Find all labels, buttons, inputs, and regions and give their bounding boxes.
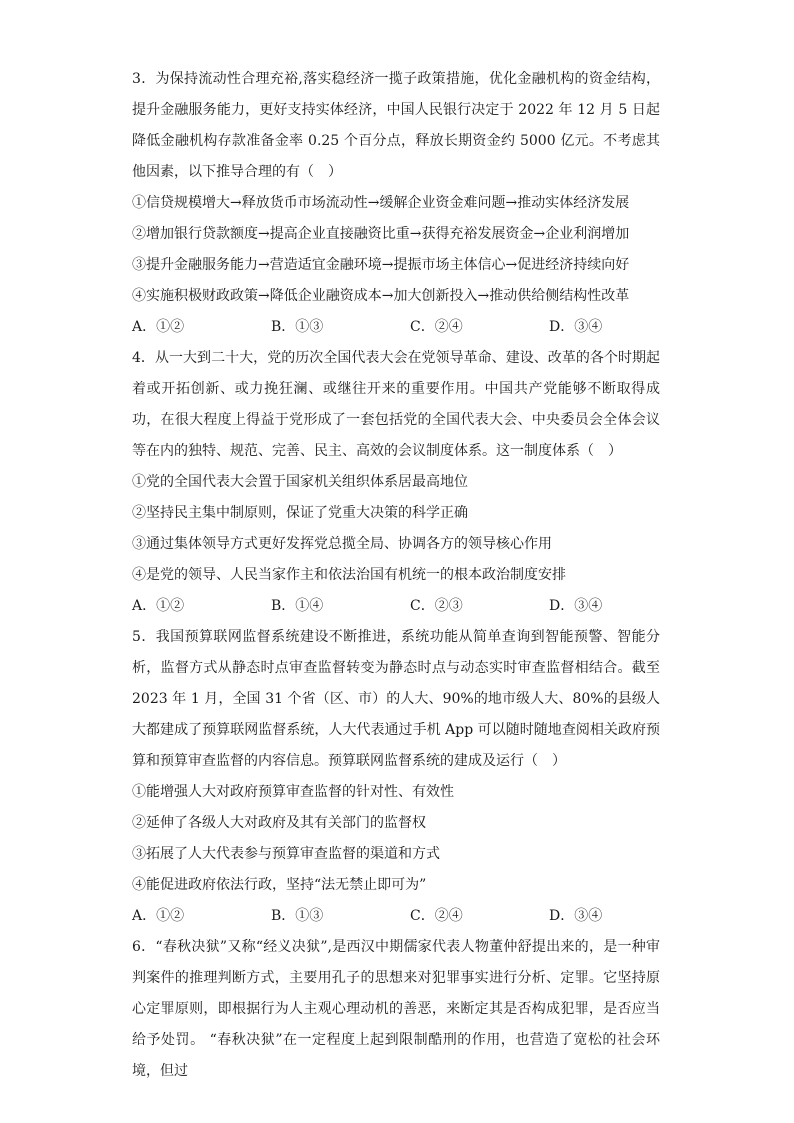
question-4-option-4: ④是党的领导、人民当家作主和依法治国有机统一的根本政治制度安排 — [132, 567, 566, 583]
question-3-choice-c: C．②④ — [410, 319, 463, 335]
question-3-option-1: ①信贷规模增大→释放货币市场流动性→缓解企业资金难问题→推动实体经济发展 — [132, 195, 630, 211]
question-4-choice-b: B．①④ — [271, 598, 324, 614]
question-3-choice-a: A．①② — [132, 319, 185, 335]
question-3-choice-d: D．③④ — [549, 319, 603, 335]
question-3-option-4: ④实施积极财政政策→降低企业融资成本→加大创新投入→推动供给侧结构性改革 — [132, 288, 630, 304]
question-4-choice-a: A．①② — [132, 598, 185, 614]
question-5-choices — [132, 901, 660, 932]
question-5-option-1: ①能增强人大对政府预算审查监督的针对性、有效性 — [132, 784, 454, 800]
question-5-option-2: ②延伸了各级人大对政府及其有关部门的监督权 — [132, 815, 426, 831]
question-5-stem: 5．我国预算联网监督系统建设不断推进，系统功能从简单查询到智能预警、智能分析，监督方式从静态时点审查监督转变为静态时点与动态实时审查监督相结合。截至 2023 年 1 月，全国 31 个省（区、市）的人大、90%的地市级人大、80%的县级人大都建成了预算联网监督系统，人大代表通过手机 App 可以随时随地查阅相关政府预算和预算审查监督的内容信息。预算联网监督系统的建成及运行（ ） — [132, 629, 660, 769]
question-5-option-4: ④能促进政府依法行政，坚持“法无禁止即可为” — [132, 877, 427, 893]
question-3-choices — [132, 312, 660, 343]
question-4-option-3: ③通过集体领导方式更好发挥党总揽全局、协调各方的领导核心作用 — [132, 536, 552, 552]
question-5-choice-a: A．①② — [132, 908, 185, 924]
question-3-choice-b: B．①③ — [271, 319, 324, 335]
question-4-choice-c: C．②③ — [410, 598, 463, 614]
question-5-choice-d: D．③④ — [549, 908, 603, 924]
question-4-option-2: ②坚持民主集中制原则，保证了党重大决策的科学正确 — [132, 505, 468, 521]
question-content — [132, 64, 660, 1087]
question-3-option-3: ③提升金融服务能力→营造适宜金融环境→提振市场主体信心→促进经济持续向好 — [132, 257, 630, 273]
question-4-choice-d: D．③④ — [549, 598, 603, 614]
question-6-stem: 6．“春秋决狱”又称“经义决狱”,是西汉中期儒家代表人物董仲舒提出来的，是一种审判案件的推理判断方式，主要用孔子的思想来对犯罪事实进行分析、定罪。它坚持原心定罪原则，即根据行为人主观心理动机的善恶，来断定其是否构成犯罪，是否应当给予处罚。 “春秋决狱”在一定程度上起到限制酷刑的作用，也营造了宽松的社会环境，但过 — [132, 939, 660, 1079]
question-5-choice-c: C．②④ — [410, 908, 463, 924]
question-4-choices — [132, 591, 660, 622]
question-3-stem: 3．为保持流动性合理充裕,落实稳经济一揽子政策措施，优化金融机构的资金结构，提升金融服务能力，更好支持实体经济，中国人民银行决定于 2022 年 12 月 5 日起降低金融机构存款准备金率 0.25 个百分点，释放长期资金约 5000 亿元。不考虑其他因素，以下推导合理的有（ ） — [132, 71, 660, 180]
question-4-stem: 4．从一大到二十大，党的历次全国代表大会在党领导革命、建设、改革的各个时期起着或开拓创新、或力挽狂澜、或继往开来的重要作用。中国共产党能够不断取得成功，在很大程度上得益于党形成了一套包括党的全国代表大会、中央委员会全体会议等在内的独特、规范、完善、民主、高效的会议制度体系。这一制度体系（ ） — [132, 350, 660, 459]
question-3-option-2: ②增加银行贷款额度→提高企业直接融资比重→获得充裕发展资金→企业利润增加 — [132, 226, 630, 242]
question-5-choice-b: B．①③ — [271, 908, 324, 924]
question-5-option-3: ③拓展了人大代表参与预算审查监督的渠道和方式 — [132, 846, 440, 862]
question-4-option-1: ①党的全国代表大会置于国家机关组织体系居最高地位 — [132, 474, 468, 490]
